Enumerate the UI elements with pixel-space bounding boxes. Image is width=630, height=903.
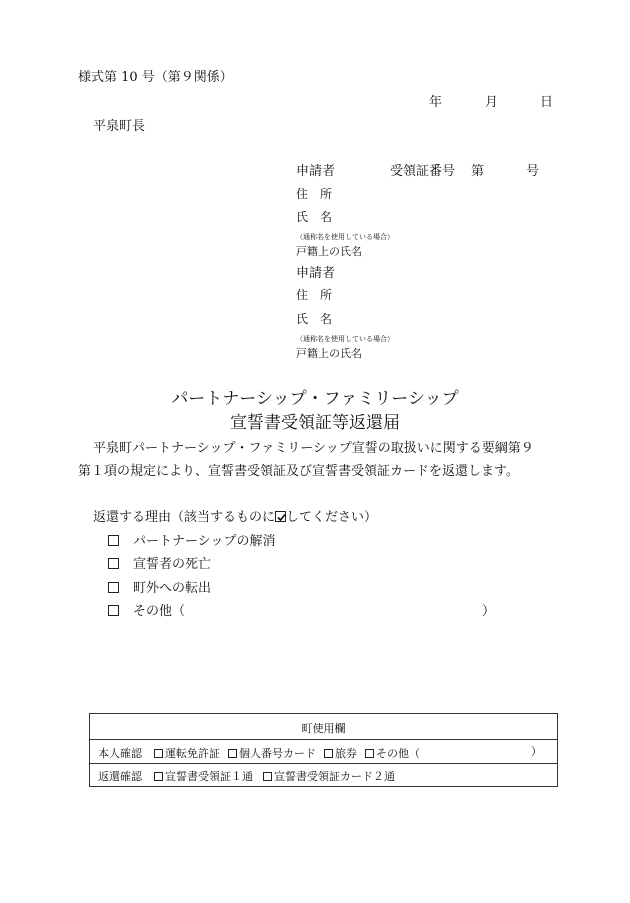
reason-heading-suffix: してください） xyxy=(286,510,378,525)
return-check-label: 返還確認 xyxy=(98,770,142,783)
office-use-header-row xyxy=(90,714,557,740)
applicant-1-address-label: 住 所 xyxy=(296,187,333,201)
identity-option-other[interactable]: その他（ xyxy=(365,747,420,760)
office-use-header: 町使用欄 xyxy=(301,722,346,735)
identity-check-label: 本人確認 xyxy=(98,747,142,760)
reason-option-dissolution[interactable] xyxy=(108,530,275,549)
reason-other-close: ） xyxy=(482,604,496,619)
body-line-1: 平泉町パートナーシップ・ファミリーシップ宣誓の取扱いに関する要綱第９ xyxy=(93,441,534,456)
cert-number-suffix: 号 xyxy=(526,164,540,179)
identity-check-row xyxy=(90,740,557,764)
checkbox-icon[interactable] xyxy=(324,749,333,758)
checkbox-icon[interactable] xyxy=(108,582,119,593)
title-line-1: パートナーシップ・ファミリーシップ xyxy=(171,389,459,409)
return-option-certificate[interactable]: 宣誓書受領証１通 xyxy=(154,770,253,783)
checked-box-icon xyxy=(275,511,286,522)
date-day-label: 日 xyxy=(540,95,554,110)
applicant-2-address-label: 住 所 xyxy=(296,288,333,302)
identity-option-mynumber[interactable]: 個人番号カード xyxy=(228,747,316,760)
reason-option-other[interactable] xyxy=(108,600,185,619)
checkbox-icon[interactable] xyxy=(365,749,374,758)
reason-option-label: その他（ xyxy=(133,604,186,619)
checkbox-icon[interactable] xyxy=(154,772,163,781)
applicant-2-alias-note: （通称名を使用している場合） xyxy=(296,335,394,343)
date-year-label: 年 xyxy=(429,95,443,110)
addressee: 平泉町長 xyxy=(93,119,146,134)
checkbox-icon[interactable] xyxy=(154,749,163,758)
reason-option-label: 宣誓者の死亡 xyxy=(133,557,212,572)
reason-option-label: 町外への転出 xyxy=(133,581,212,596)
identity-option-passport[interactable]: 旅券 xyxy=(324,747,357,760)
identity-option-license[interactable]: 運転免許証 xyxy=(154,747,220,760)
checkbox-icon[interactable] xyxy=(108,558,119,569)
reason-option-moving-out[interactable] xyxy=(108,577,211,596)
identity-other-close: ） xyxy=(531,745,542,758)
checkbox-icon[interactable] xyxy=(228,749,237,758)
form-number: 様式第 10 号（第９関係） xyxy=(78,70,233,85)
applicant-1-label: 申請者 xyxy=(296,164,336,179)
return-option-card[interactable]: 宣誓書受領証カード２通 xyxy=(263,770,395,783)
date-month-label: 月 xyxy=(485,95,499,110)
return-check-row xyxy=(90,764,557,786)
applicant-2-label: 申請者 xyxy=(296,266,336,281)
title-line-2: 宣誓書受領証等返還届 xyxy=(230,413,400,433)
reason-heading xyxy=(93,506,377,525)
applicant-2-registry-name-label: 戸籍上の氏名 xyxy=(296,347,362,360)
checkbox-icon[interactable] xyxy=(108,605,119,616)
reason-option-label: パートナーシップの解消 xyxy=(133,534,276,549)
applicant-1-name-label: 氏 名 xyxy=(296,210,333,224)
office-use-table xyxy=(89,713,558,787)
checkbox-icon[interactable] xyxy=(108,535,119,546)
checkbox-icon[interactable] xyxy=(263,772,272,781)
cert-number-label: 受領証番号 xyxy=(390,164,456,179)
cert-number-prefix: 第 xyxy=(471,164,485,179)
applicant-2-name-label: 氏 名 xyxy=(296,312,333,326)
applicant-1-registry-name-label: 戸籍上の氏名 xyxy=(296,245,362,258)
reason-heading-prefix: 返還する理由（該当するものに xyxy=(93,510,276,525)
reason-option-death[interactable] xyxy=(108,553,211,572)
body-line-2: 第１項の規定により、宣誓書受領証及び宣誓書受領証カードを返還します。 xyxy=(78,464,519,479)
applicant-1-alias-note: （通称名を使用している場合） xyxy=(296,233,394,241)
